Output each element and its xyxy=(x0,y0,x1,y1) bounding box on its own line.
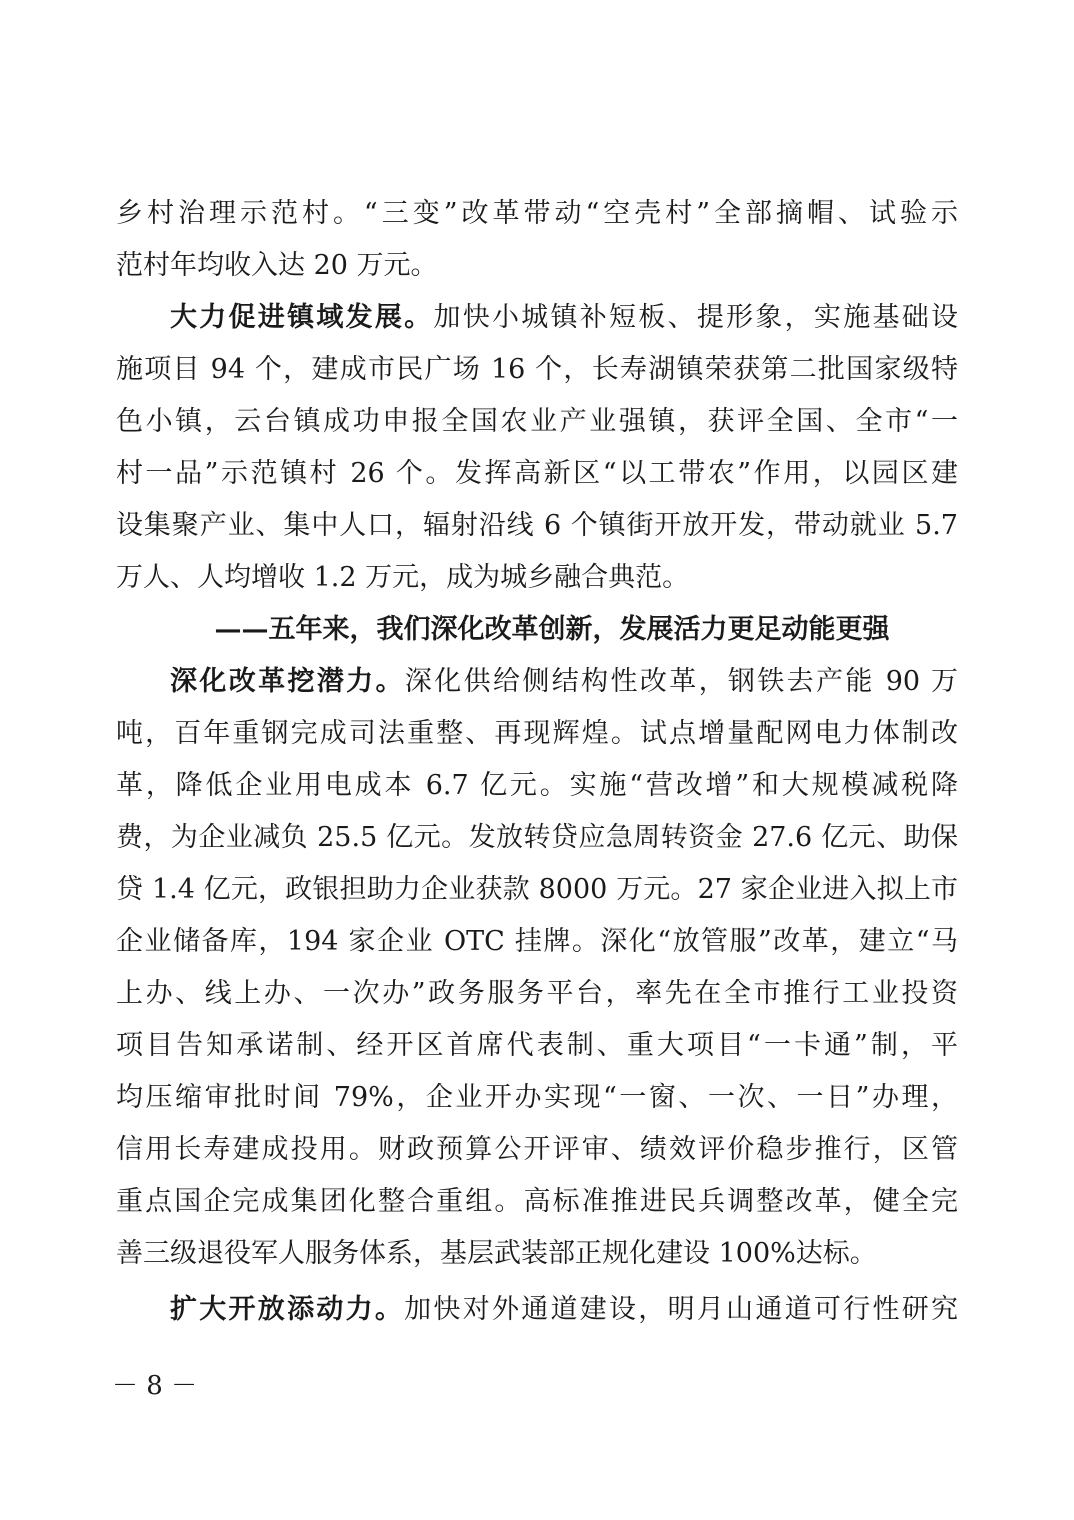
paragraph-text: 加快对外通道建设，明月山通道可行性研究 xyxy=(404,1294,958,1325)
text-line: 费，为企业减负 25.5 亿元。发放转贷应急周转资金 27.6 亿元、助保 xyxy=(116,822,958,853)
paragraph-text: 深化供给侧结构性改革，钢铁去产能 90 万 xyxy=(404,666,958,697)
text-line: 项目告知承诺制、经开区首席代表制、重大项目“一卡通”制，平 xyxy=(116,1030,958,1061)
section-heading: ——五年来，我们深化改革创新，发展活力更足动能更强 xyxy=(214,614,890,645)
text-line: 均压缩审批时间 79%，企业开办实现“一窗、一次、一日”办理， xyxy=(116,1082,958,1113)
text-line: 设集聚产业、集中人口，辐射沿线 6 个镇街开放开发，带动就业 5.7 xyxy=(116,510,958,541)
text-line: 万人、人均增收 1.2 万元，成为城乡融合典范。 xyxy=(116,562,690,593)
text-line: 善三级退役军人服务体系，基层武装部正规化建设 100%达标。 xyxy=(116,1238,877,1269)
text-line: 企业储备库，194 家企业 OTC 挂牌。深化“放管服”改革，建立“马 xyxy=(116,926,958,957)
text-line: 革，降低企业用电成本 6.7 亿元。实施“营改增”和大规模减税降 xyxy=(116,770,958,801)
text-line: 信用长寿建成投用。财政预算公开评审、绩效评价稳步推行，区管 xyxy=(116,1134,958,1165)
paragraph-first-line xyxy=(116,662,958,702)
text-line: 重点国企完成集团化整合重组。高标准推进民兵调整改革，健全完 xyxy=(116,1186,958,1217)
text-line: 村一品”示范镇村 26 个。发挥高新区“以工带农”作用，以园区建 xyxy=(116,458,958,489)
paragraph-heading: 深化改革挖潜力。 xyxy=(170,666,405,697)
text-line: 乡村治理示范村。“三变”改革带动“空壳村”全部摘帽、试验示 xyxy=(116,198,958,229)
paragraph-first-line xyxy=(116,298,958,338)
paragraph-first-line xyxy=(116,1290,958,1330)
text-line: 吨，百年重钢完成司法重整、再现辉煌。试点增量配网电力体制改 xyxy=(116,718,958,749)
text-line: 施项目 94 个，建成市民广场 16 个，长寿湖镇荣获第二批国家级特 xyxy=(116,354,958,385)
paragraph-text: 加快小城镇补短板、提形象，实施基础设 xyxy=(433,302,958,333)
text-line: 范村年均收入达 20 万元。 xyxy=(116,250,438,281)
paragraph-heading: 大力促进镇域发展。 xyxy=(170,302,434,333)
page-number: － 8 － xyxy=(112,1371,198,1401)
text-line: 色小镇，云台镇成功申报全国农业产业强镇，获评全国、全市“一 xyxy=(116,406,958,437)
text-line: 贷 1.4 亿元，政银担助力企业获款 8000 万元。27 家企业进入拟上市 xyxy=(116,874,958,905)
text-line: 上办、线上办、一次办”政务服务平台，率先在全市推行工业投资 xyxy=(116,978,958,1009)
paragraph-heading: 扩大开放添动力。 xyxy=(170,1294,405,1325)
